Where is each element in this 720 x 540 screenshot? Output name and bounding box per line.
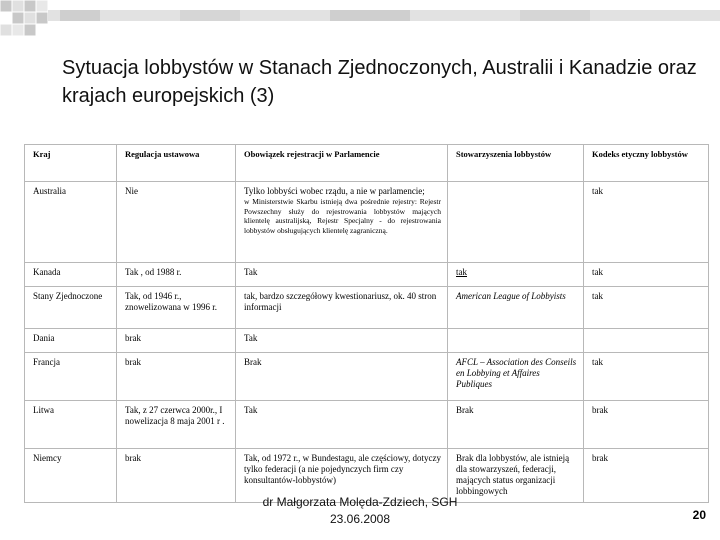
cell-country: Niemcy bbox=[25, 449, 117, 503]
cell-ethics: brak bbox=[584, 449, 709, 503]
header-regulation: Regulacja ustawowa bbox=[117, 145, 236, 182]
cell-associations: AFCL – Association des Conseils en Lobbying et Affaires Publiques bbox=[448, 353, 584, 401]
header-ethics: Kodeks etyczny lobbystów bbox=[584, 145, 709, 182]
page-number: 20 bbox=[692, 508, 706, 522]
lobbying-table bbox=[24, 144, 709, 503]
cell-regulation: brak bbox=[117, 353, 236, 401]
cell-associations: American League of Lobbyists bbox=[448, 287, 584, 329]
page-title: Sytuacja lobbystów w Stanach Zjednoczonych, Australii i Kanadzie oraz krajach europejskich (3) bbox=[62, 57, 697, 107]
footer-author: dr Małgorzata Molęda-Zdziech, SGH bbox=[262, 495, 458, 509]
cell-registration bbox=[236, 182, 448, 263]
cell-ethics: brak bbox=[584, 401, 709, 449]
registration-main: Tylko lobbyści wobec rządu, a nie w parlamencie; bbox=[244, 186, 425, 196]
cell-associations bbox=[448, 329, 584, 353]
cell-regulation: brak bbox=[117, 329, 236, 353]
cell-country: Litwa bbox=[25, 401, 117, 449]
table-row bbox=[25, 401, 709, 449]
table-row bbox=[25, 353, 709, 401]
decorative-header bbox=[0, 0, 720, 50]
table-row bbox=[25, 287, 709, 329]
footer-date: 23.06.2008 bbox=[329, 512, 391, 526]
table-row bbox=[25, 263, 709, 287]
cell-associations: Brak bbox=[448, 401, 584, 449]
cell-registration: Tak bbox=[236, 263, 448, 287]
table-header-row bbox=[25, 145, 709, 182]
cell-associations: Brak dla lobbystów, ale istnieją dla stowarzyszeń, federacji, mających status organizacji lobbingowych bbox=[448, 449, 584, 503]
cell-associations: tak bbox=[448, 263, 584, 287]
cell-regulation: Tak, z 27 czerwca 2000r., I nowelizacja 8 maja 2001 r . bbox=[117, 401, 236, 449]
header-country: Kraj bbox=[25, 145, 117, 182]
cell-regulation: Tak, od 1946 r., znowelizowana w 1996 r. bbox=[117, 287, 236, 329]
cell-regulation: Nie bbox=[117, 182, 236, 263]
cell-associations bbox=[448, 182, 584, 263]
cell-registration: Tak bbox=[236, 329, 448, 353]
cell-regulation: brak bbox=[117, 449, 236, 503]
cell-country: Australia bbox=[25, 182, 117, 263]
cell-country: Stany Zjednoczone bbox=[25, 287, 117, 329]
cell-registration: tak, bardzo szczegółowy kwestionariusz, ok. 40 stron informacji bbox=[236, 287, 448, 329]
cell-ethics: tak bbox=[584, 353, 709, 401]
table-row bbox=[25, 182, 709, 263]
cell-registration: Brak bbox=[236, 353, 448, 401]
cell-registration: Tak, od 1972 r., w Bundestagu, ale częściowy, dotyczy tylko federacji (a nie pojedynczych firm czy konsultantów-lobbystów) bbox=[236, 449, 448, 503]
footer bbox=[0, 494, 720, 528]
cell-ethics: tak bbox=[584, 287, 709, 329]
cell-country: Dania bbox=[25, 329, 117, 353]
cell-ethics: tak bbox=[584, 263, 709, 287]
header-registration: Obowiązek rejestracji w Parlamencie bbox=[236, 145, 448, 182]
cell-country: Kanada bbox=[25, 263, 117, 287]
header-associations: Stowarzyszenia lobbystów bbox=[448, 145, 584, 182]
cell-country: Francja bbox=[25, 353, 117, 401]
cell-ethics: tak bbox=[584, 182, 709, 263]
cell-ethics bbox=[584, 329, 709, 353]
table-row bbox=[25, 329, 709, 353]
cell-regulation: Tak , od 1988 r. bbox=[117, 263, 236, 287]
cell-registration: Tak bbox=[236, 401, 448, 449]
registration-note: w Ministerstwie Skarbu istnieją dwa pośrednie rejestry: Rejestr Powszechny służy do rejestrowania lobbystów mających klientelę australijską, Rejestr Specjalny - do rejestrowania lobbystów obsługujących klientelę zagraniczną. bbox=[244, 197, 441, 235]
